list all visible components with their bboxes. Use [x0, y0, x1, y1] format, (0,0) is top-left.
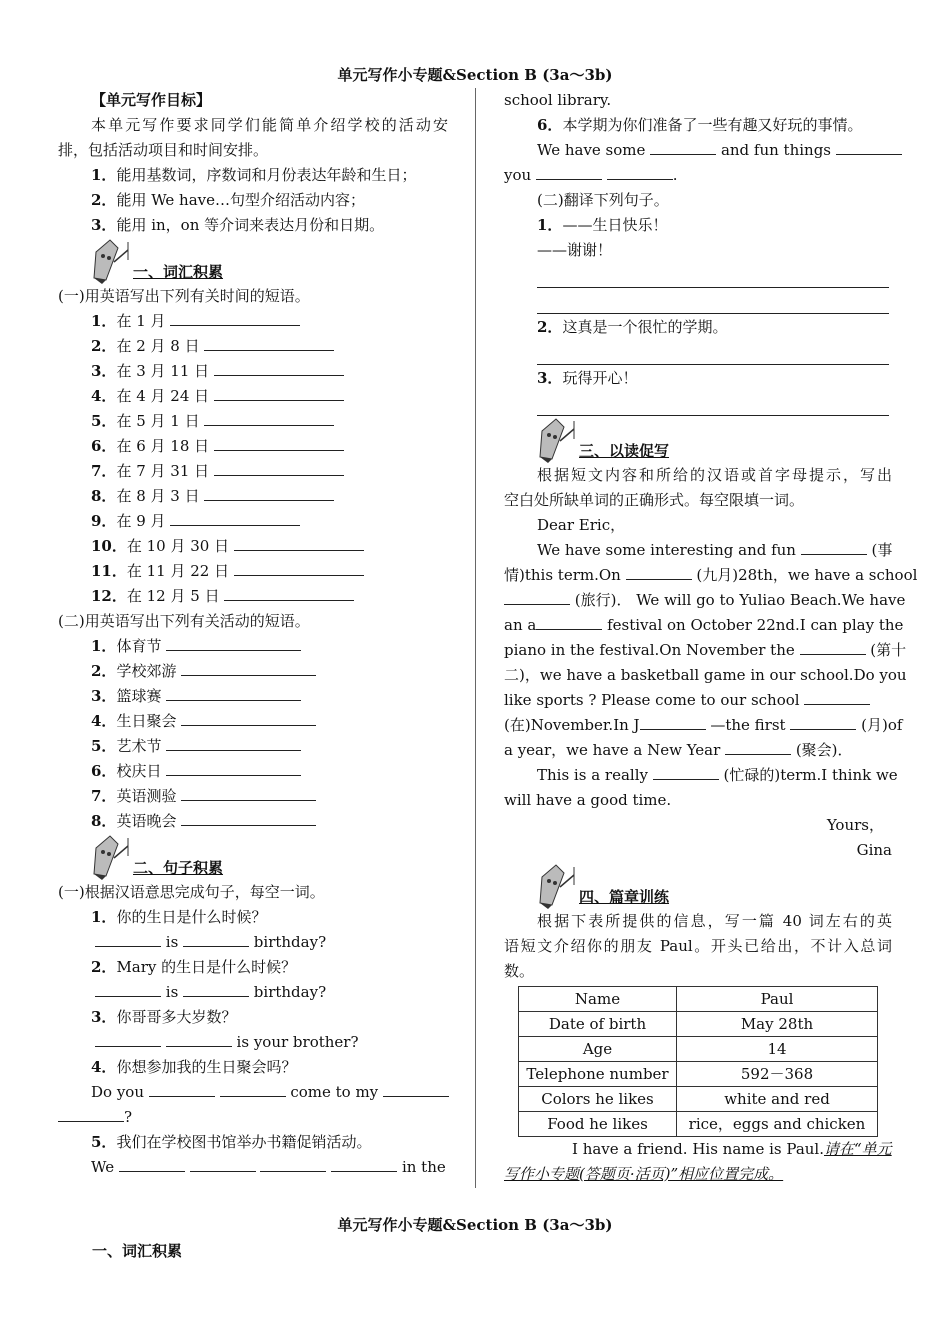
answer-blank[interactable] [170, 511, 300, 526]
vocab-item: 11．在 11 月 22 日 [58, 559, 448, 584]
footer-title: 单元写作小专题&Section B (3a～3b) [337, 1216, 613, 1234]
answer-blank[interactable] [224, 586, 354, 601]
q2-cn: 2．Mary 的生日是什么时候？ [91, 958, 297, 976]
vocab-item: 10．在 10 月 30 日 [58, 534, 448, 559]
answer-blank[interactable] [170, 311, 300, 326]
q6-line2: you . [504, 166, 678, 184]
answer-blank[interactable] [181, 661, 316, 676]
q4-cn: 4．你想参加我的生日聚会吗？ [91, 1058, 297, 1076]
vocab-item: 3．在 3 月 11 日 [58, 359, 448, 384]
writing-instr-a: 根据下表所提供的信息，写一篇 40 词左右的英 [537, 912, 892, 930]
info-table [518, 986, 878, 1137]
answer-line[interactable] [537, 289, 889, 314]
q3-cn: 3．你哥哥多大岁数？ [91, 1008, 237, 1026]
answer-blank[interactable] [166, 761, 301, 776]
table-row [519, 1087, 878, 1112]
answer-line[interactable] [537, 263, 889, 288]
table-value: rice，eggs and chicken [677, 1112, 878, 1137]
vocab-p1-heading: (一)用英语写出下列有关时间的短语。 [58, 287, 310, 305]
answer-blank[interactable] [166, 686, 301, 701]
answer-blank[interactable] [234, 561, 364, 576]
vocab-item: 6．校庆日 [58, 759, 448, 784]
q4-line: Do you come to my [58, 1080, 448, 1105]
q1-line: is birthday? [58, 930, 448, 955]
table-value: white and red [677, 1087, 878, 1112]
answer-blank[interactable] [149, 1082, 215, 1097]
section-vocab-header [58, 238, 448, 284]
section-writing-header [504, 863, 892, 909]
vocab-item: 7．在 7 月 31 日 [58, 459, 448, 484]
t2-line: 2．这真是一个很忙的学期。 [537, 318, 728, 336]
answer-blank[interactable] [260, 1157, 326, 1172]
answer-blank[interactable] [181, 786, 316, 801]
vocab-p2-heading: (二)用英语写出下列有关活动的短语。 [58, 612, 310, 630]
answer-blank[interactable] [166, 1032, 232, 1047]
letter-line: (旅行)． We will go to Yuliao Beach.We have [504, 588, 892, 613]
table-value: May 28th [677, 1012, 878, 1037]
answer-line[interactable] [537, 391, 889, 416]
letter-line: 二)，we have a basketball game in our school.Do you [504, 666, 907, 684]
pencil-mascot-icon [88, 834, 132, 880]
answer-blank[interactable] [214, 436, 344, 451]
vocab-item: 1．体育节 [58, 634, 448, 659]
pencil-mascot-icon [534, 417, 578, 463]
letter-line: a year，we have a New Year (聚会)． [504, 741, 853, 759]
table-value: 592－368 [677, 1062, 878, 1087]
answer-blank[interactable] [214, 461, 344, 476]
table-label: Age [519, 1037, 677, 1062]
q3-line: is your brother? [58, 1030, 448, 1055]
vocab-item: 1．在 1 月 [58, 309, 448, 334]
q2-line: is birthday? [58, 980, 448, 1005]
table-row [519, 987, 878, 1012]
goal-intro-b: 排，包括活动项目和时间安排。 [58, 141, 269, 159]
table-label: Telephone number [519, 1062, 677, 1087]
goal-item: 3．能用 in，on 等介词来表达月份和日期。 [91, 216, 385, 234]
section-label: 二、句子积累 [133, 859, 224, 877]
letter-signature: Gina [856, 841, 892, 859]
answer-blank[interactable] [331, 1157, 397, 1172]
letter-line: piano in the festival.On November the (第十 [504, 641, 907, 659]
answer-blank[interactable] [214, 386, 344, 401]
table-label: Date of birth [519, 1012, 677, 1037]
answer-blank[interactable] [504, 590, 570, 605]
table-row [519, 1037, 878, 1062]
vocab-item: 8．在 8 月 3 日 [58, 484, 448, 509]
table-value: 14 [677, 1037, 878, 1062]
letter-line: will have a good time. [504, 791, 672, 809]
table-row [519, 1062, 878, 1087]
left-column [58, 88, 448, 1180]
t1-line: 1．——生日快乐！ [537, 216, 668, 234]
section-reading-header [504, 417, 892, 463]
goal-intro-a: 本单元写作要求同学们能简单介绍学校的活动安 [91, 116, 448, 134]
goal-item: 2．能用 We have…句型介绍活动内容； [91, 191, 366, 209]
vocab-item: 4．在 4 月 24 日 [58, 384, 448, 409]
answer-blank[interactable] [95, 982, 161, 997]
answer-blank[interactable] [607, 165, 673, 180]
answer-blank[interactable] [804, 690, 870, 705]
answer-blank[interactable] [383, 1082, 449, 1097]
q5-cn: 5．我们在学校图书馆举办书籍促销活动。 [91, 1133, 372, 1151]
vocab-item: 6．在 6 月 18 日 [58, 434, 448, 459]
answer-blank[interactable] [95, 932, 161, 947]
reading-instr-b: 空白处所缺单词的正确形式。每空限填一词。 [504, 491, 805, 509]
table-label: Colors he likes [519, 1087, 677, 1112]
vocab-item: 5．在 5 月 1 日 [58, 409, 448, 434]
t1-reply: ——谢谢！ [537, 241, 613, 259]
vocab-item: 7．英语测验 [58, 784, 448, 809]
answer-blank[interactable] [204, 486, 334, 501]
t3-line: 3．玩得开心！ [537, 369, 638, 387]
answer-blank[interactable] [536, 165, 602, 180]
answer-blank[interactable] [204, 336, 334, 351]
footer-heading: 一、词汇积累 [92, 1242, 183, 1260]
answer-blank[interactable] [536, 615, 602, 630]
q6-cn: 6．本学期为你们准备了一些有趣又好玩的事情。 [537, 116, 863, 134]
writing-start: I have a friend. His name is Paul.请在“单元 [572, 1140, 892, 1158]
letter-greeting: Dear Eric， [537, 516, 626, 534]
section-label: 四、篇章训练 [579, 888, 670, 906]
answer-blank[interactable] [183, 932, 249, 947]
column-divider [475, 88, 476, 1188]
answer-blank[interactable] [166, 736, 301, 751]
q5-line2: school library. [504, 91, 612, 109]
q6-line: We have some and fun things [504, 138, 892, 163]
letter-line: (在)November.In J —the first (月)of [504, 716, 903, 734]
q5-line: We in the [91, 1158, 446, 1176]
answer-blank[interactable] [190, 1157, 256, 1172]
section-label: 三、以读促写 [579, 442, 670, 460]
letter-line: We have some interesting and fun (事 [537, 541, 893, 559]
section-sentences-header [58, 834, 448, 880]
vocab-item: 2．学校郊游 [58, 659, 448, 684]
table-label: Food he likes [519, 1112, 677, 1137]
answer-blank[interactable] [725, 740, 791, 755]
answer-blank[interactable] [183, 982, 249, 997]
answer-blank[interactable] [653, 765, 719, 780]
answer-blank[interactable] [650, 140, 716, 155]
letter-closing: Yours， [826, 816, 884, 834]
right-column [504, 88, 918, 1187]
page-title: 单元写作小专题&Section B (3a～3b) [337, 66, 613, 84]
answer-blank[interactable] [214, 361, 344, 376]
answer-blank[interactable] [801, 540, 867, 555]
answer-line[interactable] [537, 340, 889, 365]
letter-line: 情)this term.On (九月)28th，we have a school [504, 566, 918, 584]
goal-heading: 【单元写作目标】 [91, 91, 212, 109]
letter-line: like sports ? Please come to our school [504, 688, 892, 713]
answer-blank[interactable] [119, 1157, 185, 1172]
table-label: Name [519, 987, 677, 1012]
table-row [519, 1012, 878, 1037]
q4-line2: ? [58, 1105, 448, 1130]
answer-blank[interactable] [181, 811, 316, 826]
answer-blank[interactable] [836, 140, 902, 155]
answer-blank[interactable] [181, 711, 316, 726]
vocab-item: 3．篮球赛 [58, 684, 448, 709]
answer-blank[interactable] [166, 636, 301, 651]
vocab-item: 2．在 2 月 8 日 [58, 334, 448, 359]
vocab-item: 5．艺术节 [58, 734, 448, 759]
answer-blank[interactable] [234, 536, 364, 551]
pencil-mascot-icon [88, 238, 132, 284]
answer-blank[interactable] [95, 1032, 161, 1047]
letter-line: an a festival on October 22nd.I can play the [504, 616, 904, 634]
sentences-p2-heading: (二)翻译下列句子。 [537, 191, 669, 209]
answer-blank[interactable] [626, 565, 692, 580]
table-value: Paul [677, 987, 878, 1012]
answer-blank[interactable] [220, 1082, 286, 1097]
section-label: 一、词汇积累 [133, 263, 224, 281]
answer-blank[interactable] [204, 411, 334, 426]
vocab-item: 9．在 9 月 [58, 509, 448, 534]
writing-instr-c: 数。 [504, 962, 535, 980]
answer-blank[interactable] [58, 1107, 124, 1122]
writing-instr-b: 语短文介绍你的朋友 Paul。开头已给出，不计入总词 [504, 937, 892, 955]
writing-note: 写作小专题(答题页·活页)”相应位置完成。 [504, 1165, 784, 1183]
pencil-mascot-icon [534, 863, 578, 909]
goal-item: 1．能用基数词，序数词和月份表达年龄和生日； [91, 166, 417, 184]
vocab-item: 8．英语晚会 [58, 809, 448, 834]
vocab-item: 12．在 12 月 5 日 [58, 584, 448, 609]
letter-line: This is a really (忙碌的)term.I think we [537, 766, 898, 784]
table-row [519, 1112, 878, 1137]
answer-blank[interactable] [640, 715, 706, 730]
answer-blank[interactable] [800, 640, 866, 655]
vocab-item: 4．生日聚会 [58, 709, 448, 734]
answer-blank[interactable] [790, 715, 856, 730]
reading-instr-a: 根据短文内容和所给的汉语或首字母提示，写出 [537, 466, 892, 484]
sentences-p1-heading: (一)根据汉语意思完成句子，每空一词。 [58, 883, 325, 901]
q1-cn: 1．你的生日是什么时候？ [91, 908, 267, 926]
